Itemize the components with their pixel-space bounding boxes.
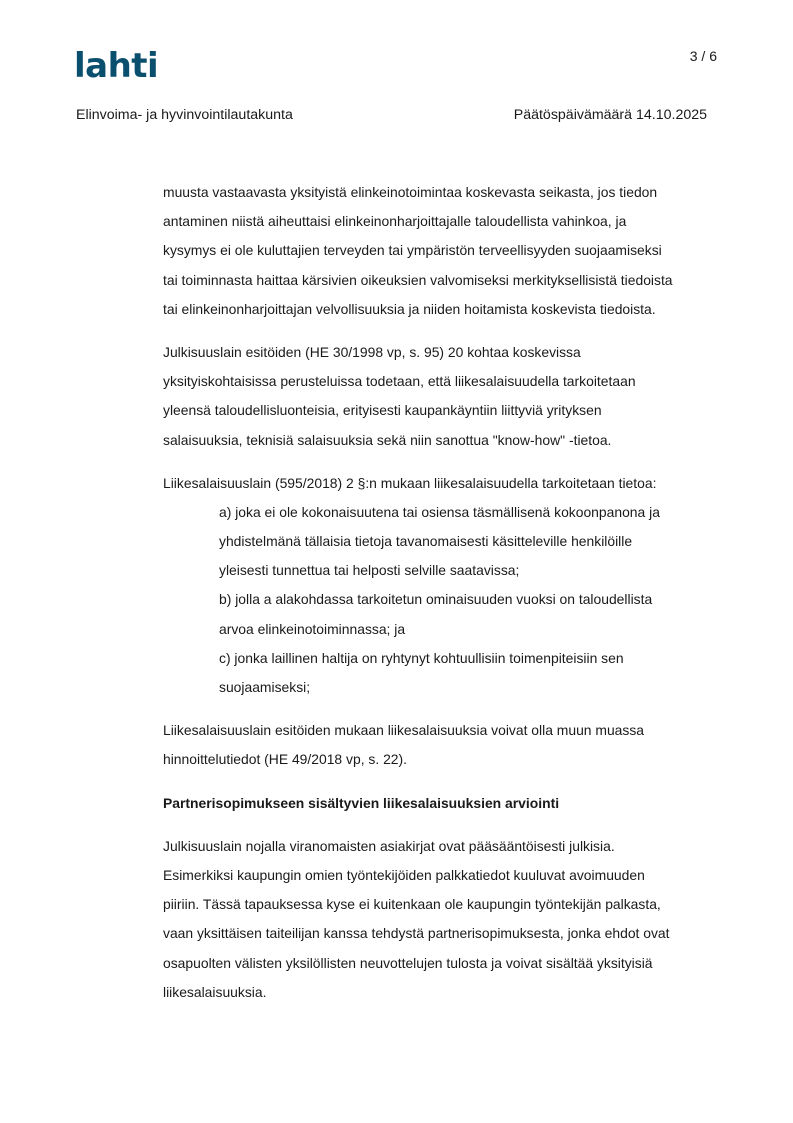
list-item-b: b) jolla a alakohdassa tarkoitetun ominaisuuden vuoksi on taloudellista — [219, 591, 653, 608]
text-line: osapuolten välisten yksilöllisten neuvottelujen tulosta ja voivat sisältää yksityisiä — [163, 954, 653, 971]
text-line: antaminen niistä aiheuttaisi elinkeinonharjoittajalle taloudellista vahinkoa, ja — [163, 213, 627, 230]
paragraph-2 — [163, 338, 723, 455]
list-item-a: a) joka ei ole kokonaisuutena tai osiensa täsmällisenä kokoonpanona ja — [219, 503, 660, 520]
text-line: Julkisuuslain nojalla viranomaisten asiakirjat ovat pääsääntöisesti julkisia. — [163, 837, 615, 854]
paragraph-1 — [163, 178, 723, 324]
list-item-a-cont: yleisesti tunnettua tai helposti selville saatavissa; — [219, 562, 520, 579]
document-body — [163, 178, 723, 1007]
list-item-c: c) jonka laillinen haltija on ryhtynyt kohtuullisiin toimenpiteisiin sen — [219, 649, 624, 666]
text-line: vaan yksittäisen taiteilijan kanssa tehdystä partnerisopimuksesta, jonka ehdot ovat — [163, 925, 670, 942]
text-line: hinnoittelutiedot (HE 49/2018 vp, s. 22). — [163, 751, 408, 768]
page-number: 3 / 6 — [689, 48, 717, 64]
list-item-b-cont: arvoa elinkeinotoiminnassa; ja — [219, 620, 406, 637]
text-line: salaisuuksia, teknisiä salaisuuksia sekä niin sanottua "know-how" -tietoa. — [163, 431, 612, 448]
text-line: Esimerkiksi kaupungin omien työntekijöiden palkkatiedot kuuluvat avoimuuden — [163, 866, 645, 883]
text-line: muusta vastaavasta yksityistä elinkeinotoimintaa koskevasta seikasta, jos tiedon — [163, 184, 658, 200]
section-heading: Partnerisopimukseen sisältyvien liikesalaisuuksien arviointi — [163, 794, 560, 811]
text-line: tai toiminnasta haittaa kärsivien oikeuksien valvomiseksi merkityksellisistä tiedoista — [163, 271, 673, 288]
paragraph-4 — [163, 716, 723, 774]
decision-date: Päätöspäivämäärä 14.10.2025 — [513, 107, 707, 123]
text-line: yleensä taloudellisluonteisia, erityisesti kaupankäyntiin liittyviä yrityksen — [163, 402, 602, 419]
text-line: liikesalaisuuksia. — [163, 983, 267, 1000]
lahti-logo: lahti — [74, 46, 159, 86]
text-line: Liikesalaisuuslain esitöiden mukaan liikesalaisuuksia voivat olla muun muassa — [163, 722, 645, 739]
text-line: piiriin. Tässä tapauksessa kyse ei kuitenkaan ole kaupungin työntekijän palkasta, — [163, 896, 661, 913]
paragraph-3 — [163, 469, 723, 703]
text-line: Liikesalaisuuslain (595/2018) 2 §:n mukaan liikesalaisuudella tarkoitetaan tietoa: — [163, 474, 657, 491]
text-line: kysymys ei ole kuluttajien terveyden tai ympäristön terveellisyyden suojaamiseksi — [163, 242, 662, 259]
text-line: Julkisuuslain esitöiden (HE 30/1998 vp, s. 95) 20 kohtaa koskevissa — [163, 343, 581, 360]
list-item-a-cont: yhdistelmänä tällaisia tietoja tavanomaisesti käsitteleville henkilöille — [219, 533, 633, 550]
text-line: tai elinkeinonharjoittajan velvollisuuksia ja niiden hoitamista koskevista tiedoista. — [163, 300, 656, 317]
list-item-c-cont: suojaamiseksi; — [219, 679, 311, 695]
paragraph-5 — [163, 832, 723, 1007]
committee-name: Elinvoima- ja hyvinvointilautakunta — [76, 107, 293, 123]
text-line: yksityiskohtaisissa perusteluissa todetaan, että liikesalaisuudella tarkoitetaan — [163, 373, 636, 390]
